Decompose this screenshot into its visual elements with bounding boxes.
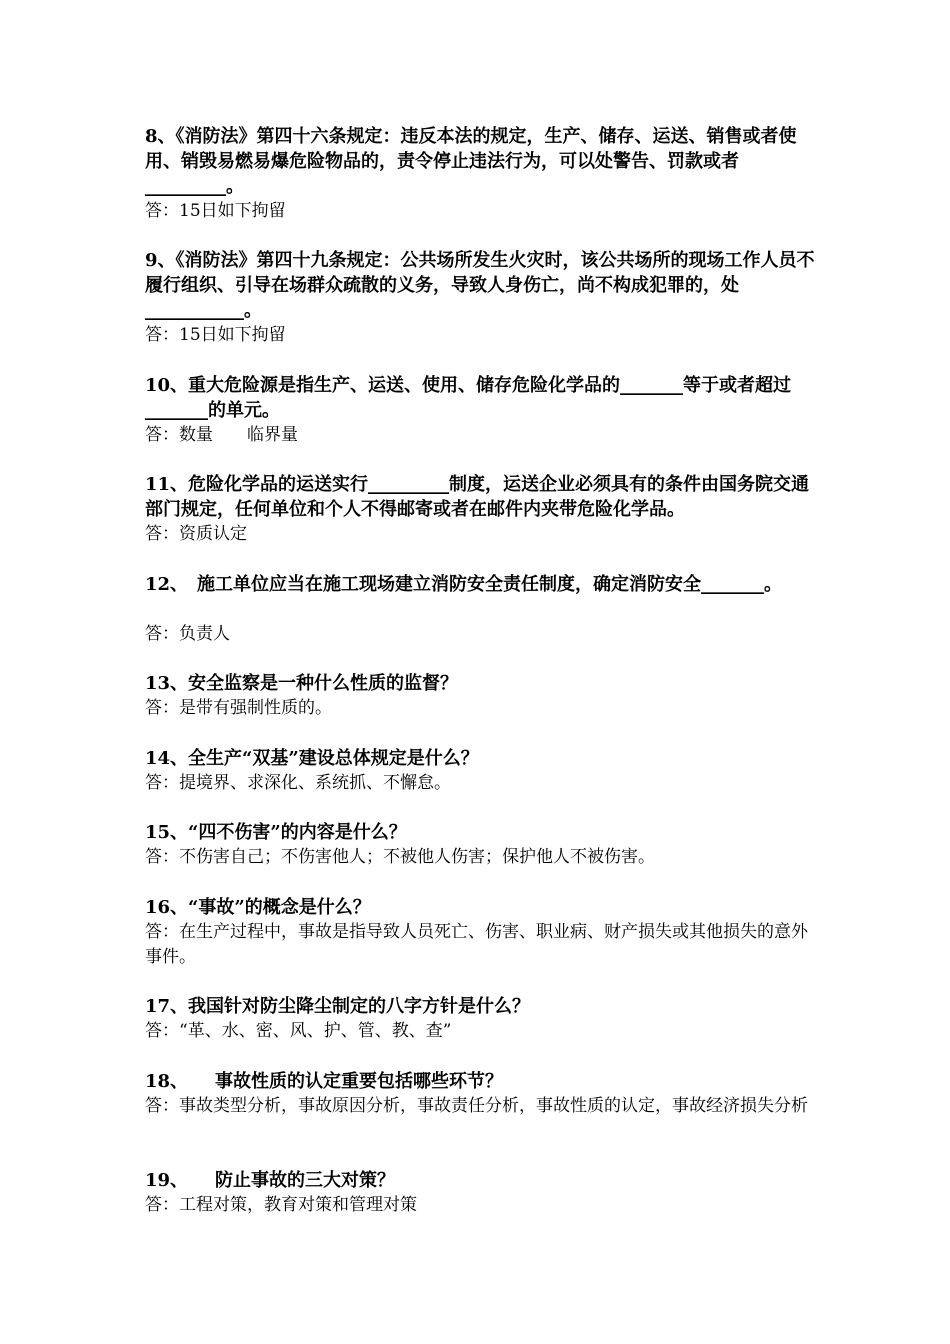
question-text: 17、我国针对防尘降尘制定的八字方针是什么？ (145, 996, 531, 1017)
qa-item-11 (145, 472, 820, 547)
qa-item-12 (145, 572, 820, 647)
answer-text: 答：工程对策，教育对策和管理对策 (145, 1195, 417, 1215)
answer-text: 答：事故类型分析，事故原因分析，事故责任分析，事故性质的认定，事故经济损失分析 (145, 1096, 808, 1116)
answer-text: 答：数量 临界量 (145, 425, 298, 445)
qa-item-14 (145, 746, 820, 796)
answer-text: 答：“革、水、密、风、护、管、教、查” (145, 1021, 452, 1041)
qa-item-17 (145, 994, 820, 1044)
answer-text: 答：负责人 (145, 624, 230, 644)
qa-item-13 (145, 671, 820, 721)
answer-text: 答：不伤害自己；不伤害他人；不被他人伤害；保护他人不被伤害。 (145, 847, 655, 867)
question-text: 18、 事故性质的认定重要包括哪些环节？ (145, 1071, 504, 1092)
answer-text: 答：是带有强制性质的。 (145, 698, 332, 718)
qa-item-19 (145, 1168, 820, 1218)
answer-text: 答：15日如下拘留 (145, 201, 286, 221)
question-text: 12、 施工单位应当在施工现场建立消防安全责任制度，确定消防安全_______。 (145, 574, 783, 595)
question-text: 10、重大危险源是指生产、运送、使用、储存危险化学品的_______等于或者超过_______的单元。 (145, 375, 792, 421)
question-text: 8、《消防法》第四十六条规定：违反本法的规定，生产、储存、运送、销售或者使用、销毁易燃易爆危险物品的，责令停止违法行为，可以处警告、罚款或者_________。 (145, 126, 797, 197)
answer-text: 答：在生产过程中，事故是指导致人员死亡、伤害、职业病、财产损失或其他损失的意外事件。 (145, 922, 808, 967)
question-text: 14、全生产“双基”建设总体规定是什么？ (145, 748, 479, 769)
answer-text: 答：提境界、求深化、系统抓、不懈怠。 (145, 773, 451, 793)
question-text: 13、安全监察是一种什么性质的监督？ (145, 673, 459, 694)
question-text: 15、“四不伤害”的内容是什么？ (145, 822, 407, 843)
qa-item-18 (145, 1069, 820, 1119)
qa-item-15 (145, 820, 820, 870)
question-text: 16、“事故”的概念是什么？ (145, 897, 371, 918)
qa-item-16 (145, 895, 820, 970)
qa-item-9 (145, 248, 820, 348)
qa-item-8 (145, 124, 820, 224)
answer-text: 答：资质认定 (145, 524, 247, 544)
spacer (145, 597, 820, 622)
qa-item-10 (145, 373, 820, 448)
question-text: 9、《消防法》第四十九条规定：公共场所发生火灾时，该公共场所的现场工作人员不履行组织、引导在场群众疏散的义务，导致人身伤亡，尚不构成犯罪的，处___________。 (145, 250, 815, 321)
question-text: 19、 防止事故的三大对策？ (145, 1170, 396, 1191)
answer-text: 答：15日如下拘留 (145, 325, 286, 345)
question-text: 11、危险化学品的运送实行_________制度，运送企业必须具有的条件由国务院交通部门规定，任何单位和个人不得邮寄或者在邮件内夹带危险化学品。 (145, 474, 810, 520)
